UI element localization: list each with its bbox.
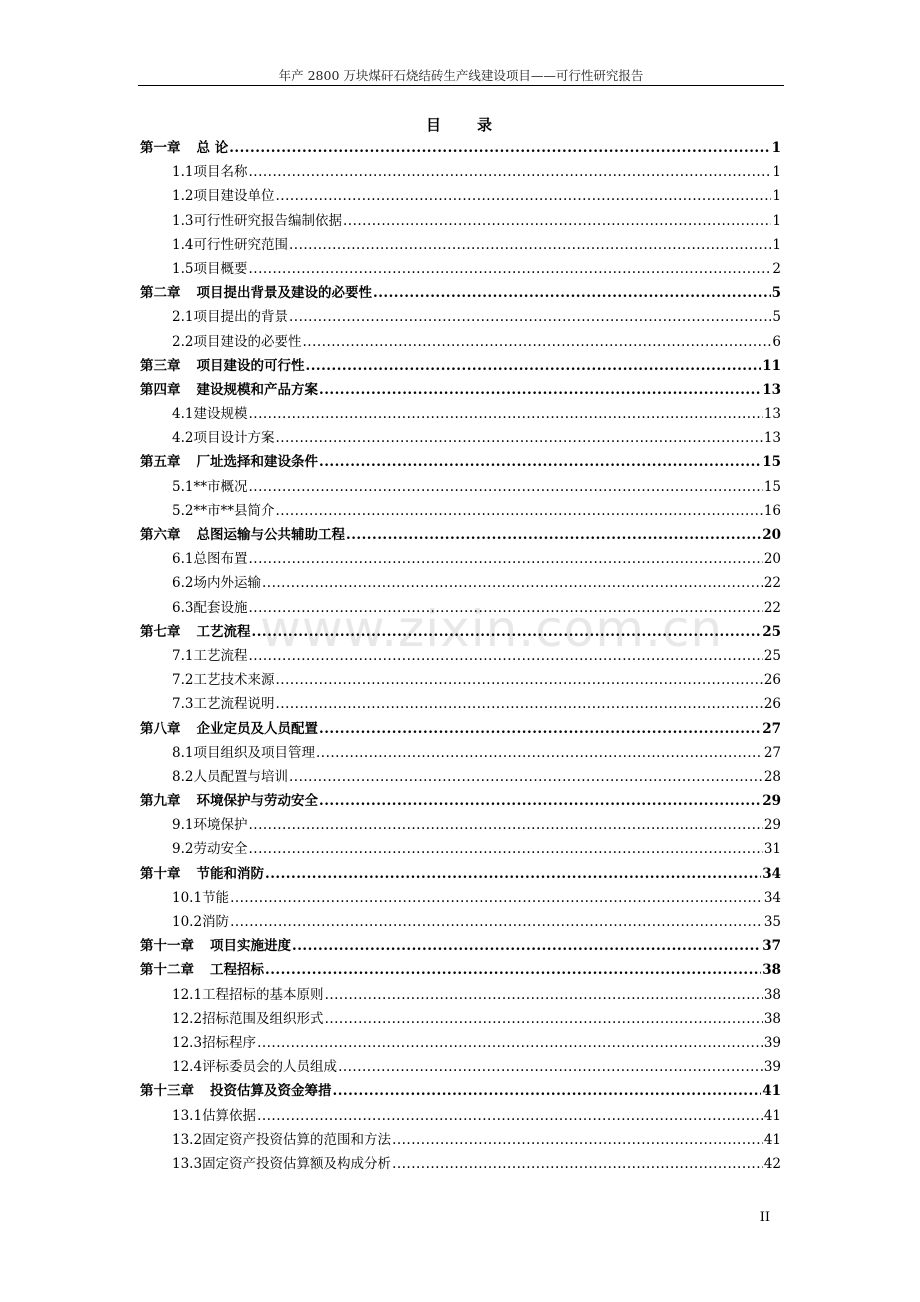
toc-chapter-entry[interactable] xyxy=(140,1079,781,1103)
toc-entry-page: 6 xyxy=(772,333,781,350)
toc-dot-leader xyxy=(302,330,771,354)
toc-dot-leader xyxy=(257,1031,763,1055)
toc-entry-number: 9.2 xyxy=(172,841,194,858)
toc-entry-title: **市**县简介 xyxy=(193,502,275,519)
toc-entry-page: 2 xyxy=(772,260,781,277)
toc-entry-page: 13 xyxy=(763,430,781,447)
toc-section-entry[interactable] xyxy=(140,330,781,354)
toc-section-entry[interactable] xyxy=(140,402,781,426)
toc-entry-number: 13.3 xyxy=(172,1155,203,1172)
toc-entry-number: 5.1 xyxy=(172,478,194,495)
toc-entry-title: 工艺流程 xyxy=(196,623,251,640)
toc-entry-number: 第十二章 xyxy=(140,962,194,979)
toc-dot-leader xyxy=(316,741,763,765)
toc-entry-number: 13.2 xyxy=(172,1131,203,1148)
toc-chapter-entry[interactable] xyxy=(140,136,781,160)
toc-entry-page: 26 xyxy=(763,672,781,689)
toc-chapter-entry[interactable] xyxy=(140,958,781,982)
toc-entry-number: 10.2 xyxy=(172,914,203,930)
toc-entry-number: 第七章 xyxy=(140,623,181,640)
toc-entry-page: 31 xyxy=(763,841,781,858)
toc-entry-number: 第十章 xyxy=(140,865,181,882)
toc-dot-leader xyxy=(248,402,762,426)
toc-entry-title: 项目设计方案 xyxy=(193,430,275,447)
toc-entry-title: 建设规模和产品方案 xyxy=(196,381,318,398)
toc-dot-leader xyxy=(275,499,762,523)
toc-entry-title: 招标范围及组织形式 xyxy=(202,1010,324,1027)
toc-entry-page: 41 xyxy=(763,1107,781,1124)
toc-dot-leader xyxy=(392,1128,763,1152)
toc-dot-leader xyxy=(289,765,763,789)
toc-dot-leader xyxy=(248,837,762,861)
toc-entry-title: 固定资产投资估算的范围和方法 xyxy=(202,1131,392,1148)
toc-entry-number: 5.2 xyxy=(172,502,194,519)
toc-entry-page: 39 xyxy=(763,1059,781,1076)
toc-entry-page: 27 xyxy=(762,720,781,737)
toc-entry-title: 投资估算及资金筹措 xyxy=(210,1083,332,1100)
toc-entry-title: 估算依据 xyxy=(202,1107,257,1124)
toc-dot-leader xyxy=(319,450,761,474)
toc-entry-page: 20 xyxy=(763,551,781,568)
toc-dot-leader xyxy=(248,257,771,281)
toc-dot-leader xyxy=(248,547,762,571)
toc-entry-number: 第十一章 xyxy=(140,938,194,955)
running-header: 年产 2800 万块煤矸石烧结砖生产线建设项目——可行性研究报告 xyxy=(278,68,644,83)
toc-entry-title: 工程招标的基本原则 xyxy=(202,986,324,1003)
toc-entry-number: 第五章 xyxy=(140,454,181,471)
toc-chapter-entry[interactable] xyxy=(140,450,781,474)
toc-entry-number: 第八章 xyxy=(140,720,181,737)
toc-entry-page: 16 xyxy=(763,502,781,519)
toc-entry-title: 环境保护 xyxy=(193,817,248,834)
toc-entry-title: 人员配置与培训 xyxy=(193,768,288,785)
toc-entry-number: 6.3 xyxy=(172,599,194,616)
toc-dot-leader xyxy=(325,983,763,1007)
toc-dot-leader xyxy=(319,717,761,741)
toc-entry-title: 项目组织及项目管理 xyxy=(193,744,315,761)
toc-entry-title: 总图运输与公共辅助工程 xyxy=(196,527,345,543)
toc-entry-title: 工艺流程 xyxy=(193,647,248,664)
toc-entry-number: 第三章 xyxy=(140,357,181,374)
toc-section-entry[interactable] xyxy=(140,160,781,184)
toc-entry-page: 42 xyxy=(763,1155,781,1172)
toc-section-entry[interactable] xyxy=(140,837,781,861)
toc-entry-number: 2.1 xyxy=(172,309,194,326)
toc-entry-number: 8.1 xyxy=(172,744,194,761)
toc-dot-leader xyxy=(346,523,761,547)
toc-entry-page: 39 xyxy=(763,1034,781,1051)
toc-section-entry[interactable] xyxy=(140,1007,781,1031)
toc-section-entry[interactable] xyxy=(140,596,781,620)
toc-section-entry[interactable] xyxy=(140,1055,781,1079)
toc-entry-title: 可行性研究范围 xyxy=(193,236,288,253)
toc-entry-number: 1.1 xyxy=(172,164,194,181)
toc-dot-leader xyxy=(252,620,762,644)
toc-entry-title: 项目建设的必要性 xyxy=(193,333,302,350)
toc-entry-title: **市概况 xyxy=(193,478,248,495)
toc-chapter-entry[interactable] xyxy=(140,523,781,547)
toc-entry-page: 28 xyxy=(763,768,781,785)
toc-entry-page: 13 xyxy=(762,381,781,398)
toc-entry-title: 节能和消防 xyxy=(196,865,264,882)
toc-entry-number: 4.1 xyxy=(172,406,194,423)
toc-entry-title: 环境保护与劳动安全 xyxy=(196,793,318,810)
toc-entry-number: 1.3 xyxy=(172,212,194,229)
toc-dot-leader xyxy=(230,886,763,910)
toc-entry-title: 固定资产投资估算额及构成分析 xyxy=(202,1155,392,1172)
toc-dot-leader xyxy=(230,910,763,934)
toc-entry-title: 可行性研究报告编制依据 xyxy=(193,212,342,229)
toc-entry-title: 工艺技术来源 xyxy=(193,672,275,689)
toc-section-entry[interactable] xyxy=(140,209,781,233)
toc-entry-title: 评标委员会的人员组成 xyxy=(202,1059,338,1076)
toc-section-entry[interactable] xyxy=(140,765,781,789)
toc-entry-number: 2.2 xyxy=(172,333,194,350)
page-number: II xyxy=(759,1210,770,1225)
toc-entry-page: 38 xyxy=(763,986,781,1003)
toc-section-entry[interactable] xyxy=(140,910,781,934)
toc-dot-leader xyxy=(289,305,771,329)
toc-dot-leader xyxy=(248,813,762,837)
toc-dot-leader xyxy=(275,668,762,692)
toc-entry-number: 7.3 xyxy=(172,696,194,713)
toc-chapter-entry[interactable] xyxy=(140,862,781,886)
toc-section-entry[interactable] xyxy=(140,741,781,765)
toc-chapter-entry[interactable] xyxy=(140,620,781,644)
toc-section-entry[interactable] xyxy=(140,668,781,692)
toc-entry-number: 1.4 xyxy=(172,236,194,253)
watermark: www.zixin.com.cn xyxy=(260,600,724,658)
toc-title: 目 录 xyxy=(425,116,494,134)
toc-entry-title: 厂址选择和建设条件 xyxy=(196,454,318,471)
toc-entry-page: 34 xyxy=(763,889,781,906)
toc-entry-page: 15 xyxy=(762,454,781,471)
toc-dot-leader xyxy=(275,692,762,716)
toc-dot-leader xyxy=(333,1079,762,1103)
toc-entry-title: 总图布置 xyxy=(193,551,248,568)
toc-entry-page: 5 xyxy=(771,285,781,302)
header-divider xyxy=(138,85,784,86)
toc-dot-leader xyxy=(248,160,771,184)
toc-entry-page: 27 xyxy=(763,744,781,761)
toc-section-entry[interactable] xyxy=(140,813,781,837)
toc-entry-page: 29 xyxy=(763,817,781,834)
toc-entry-title: 工艺流程说明 xyxy=(193,696,275,713)
toc-entry-number: 9.1 xyxy=(172,817,194,834)
toc-entry-number: 12.2 xyxy=(172,1010,203,1027)
toc-entry-number: 1.5 xyxy=(172,260,194,277)
toc-entry-page: 15 xyxy=(763,478,781,495)
toc-entry-page: 29 xyxy=(762,793,781,810)
toc-entry-page: 22 xyxy=(763,599,781,616)
toc-chapter-entry[interactable] xyxy=(140,717,781,741)
toc-dot-leader xyxy=(248,596,762,620)
toc-section-entry[interactable] xyxy=(140,499,781,523)
toc-section-entry[interactable] xyxy=(140,233,781,257)
toc-dot-leader xyxy=(319,789,761,813)
toc-chapter-entry[interactable] xyxy=(140,789,781,813)
toc-entry-number: 12.3 xyxy=(172,1034,203,1051)
toc-section-entry[interactable] xyxy=(140,475,781,499)
toc-dot-leader xyxy=(325,1007,763,1031)
toc-entry-title: 场内外运输 xyxy=(193,575,261,592)
toc-entry-title: 劳动安全 xyxy=(193,841,248,858)
toc-entry-page: 34 xyxy=(762,865,781,882)
toc-dot-leader xyxy=(262,571,763,595)
toc-section-entry[interactable] xyxy=(140,571,781,595)
toc-section-entry[interactable] xyxy=(140,886,781,910)
toc-dot-leader xyxy=(338,1055,763,1079)
toc-entry-title: 企业定员及人员配置 xyxy=(196,720,318,737)
toc-chapter-entry[interactable] xyxy=(140,354,781,378)
toc-dot-leader xyxy=(275,426,762,450)
toc-entry-title: 节能 xyxy=(202,889,230,906)
toc-chapter-entry[interactable] xyxy=(140,281,781,305)
toc-entry-number: 10.1 xyxy=(172,889,203,906)
toc-entry-title: 项目提出背景及建设的必要性 xyxy=(196,285,372,302)
toc-entry-number: 6.1 xyxy=(172,551,194,568)
toc-dot-leader xyxy=(373,281,771,305)
toc-entry-page: 1 xyxy=(772,164,781,181)
toc-section-entry[interactable] xyxy=(140,1031,781,1055)
toc-entry-page: 1 xyxy=(772,212,781,229)
toc-entry-title: 项目建设单位 xyxy=(193,188,275,205)
toc-entry-page: 41 xyxy=(763,1131,781,1148)
toc-dot-leader xyxy=(275,184,771,208)
toc-entry-page: 41 xyxy=(762,1083,781,1100)
toc-entry-number: 4.2 xyxy=(172,430,194,447)
toc-entry-number: 12.4 xyxy=(172,1059,203,1076)
toc-entry-number: 8.2 xyxy=(172,768,194,785)
toc-entry-title: 工程招标 xyxy=(210,962,264,979)
toc-entry-page: 1 xyxy=(772,188,781,205)
toc-entry-page: 11 xyxy=(762,357,781,374)
toc-entry-title: 配套设施 xyxy=(193,599,248,616)
toc-entry-page: 1 xyxy=(772,236,781,253)
toc-entry-number: 第四章 xyxy=(140,381,181,398)
toc-entry-page: 5 xyxy=(772,309,781,326)
toc-section-entry[interactable] xyxy=(140,1152,781,1176)
toc-section-entry[interactable] xyxy=(140,644,781,668)
toc-dot-leader xyxy=(306,354,762,378)
toc-entry-number: 12.1 xyxy=(172,986,203,1003)
toc-entry-page: 38 xyxy=(763,1010,781,1027)
toc-section-entry[interactable] xyxy=(140,1128,781,1152)
toc-section-entry[interactable] xyxy=(140,305,781,329)
toc-entry-title: 项目建设的可行性 xyxy=(196,357,305,374)
toc-entry-page: 25 xyxy=(762,623,781,640)
toc-entry-page: 37 xyxy=(762,938,781,955)
toc-dot-leader xyxy=(292,934,761,958)
toc-dot-leader xyxy=(265,958,761,982)
toc-dot-leader xyxy=(248,644,762,668)
table-of-contents xyxy=(140,136,781,1176)
toc-dot-leader xyxy=(392,1152,763,1176)
toc-entry-page: 25 xyxy=(763,647,781,664)
toc-entry-number: 第九章 xyxy=(140,793,181,810)
toc-chapter-entry[interactable] xyxy=(140,378,781,402)
toc-section-entry[interactable] xyxy=(140,692,781,716)
toc-entry-page: 38 xyxy=(762,962,781,979)
toc-dot-leader xyxy=(289,233,771,257)
toc-dot-leader xyxy=(248,475,762,499)
toc-chapter-entry[interactable] xyxy=(140,934,781,958)
toc-dot-leader xyxy=(257,1104,763,1128)
toc-entry-number: 7.1 xyxy=(172,647,194,664)
toc-entry-number: 13.1 xyxy=(172,1107,203,1124)
toc-entry-title: 项目实施进度 xyxy=(210,938,291,955)
toc-entry-title: 总 论 xyxy=(196,140,229,156)
toc-dot-leader xyxy=(319,378,761,402)
toc-entry-number: 第二章 xyxy=(140,285,181,302)
toc-section-entry[interactable] xyxy=(140,257,781,281)
toc-entry-number: 第六章 xyxy=(140,527,181,543)
toc-entry-title: 项目提出的背景 xyxy=(193,309,288,326)
toc-dot-leader xyxy=(265,862,761,886)
toc-entry-page: 22 xyxy=(763,575,781,592)
toc-entry-number: 6.2 xyxy=(172,575,194,592)
toc-entry-number: 第一章 xyxy=(140,140,181,156)
toc-entry-title: 消防 xyxy=(202,914,230,930)
toc-section-entry[interactable] xyxy=(140,983,781,1007)
toc-entry-page: 35 xyxy=(763,914,781,930)
toc-entry-title: 建设规模 xyxy=(193,406,248,423)
toc-section-entry[interactable] xyxy=(140,426,781,450)
toc-section-entry[interactable] xyxy=(140,184,781,208)
toc-section-entry[interactable] xyxy=(140,1104,781,1128)
toc-section-entry[interactable] xyxy=(140,547,781,571)
toc-entry-title: 项目概要 xyxy=(193,260,248,277)
toc-entry-number: 第十三章 xyxy=(140,1083,194,1100)
toc-entry-page: 1 xyxy=(771,140,781,156)
toc-entry-title: 招标程序 xyxy=(202,1034,257,1051)
toc-dot-leader xyxy=(343,209,771,233)
toc-entry-title: 项目名称 xyxy=(193,164,248,181)
toc-entry-page: 26 xyxy=(763,696,781,713)
toc-entry-page: 20 xyxy=(762,527,781,543)
toc-dot-leader xyxy=(229,136,770,160)
toc-entry-number: 7.2 xyxy=(172,672,194,689)
toc-entry-number: 1.2 xyxy=(172,188,194,205)
toc-entry-page: 13 xyxy=(763,406,781,423)
